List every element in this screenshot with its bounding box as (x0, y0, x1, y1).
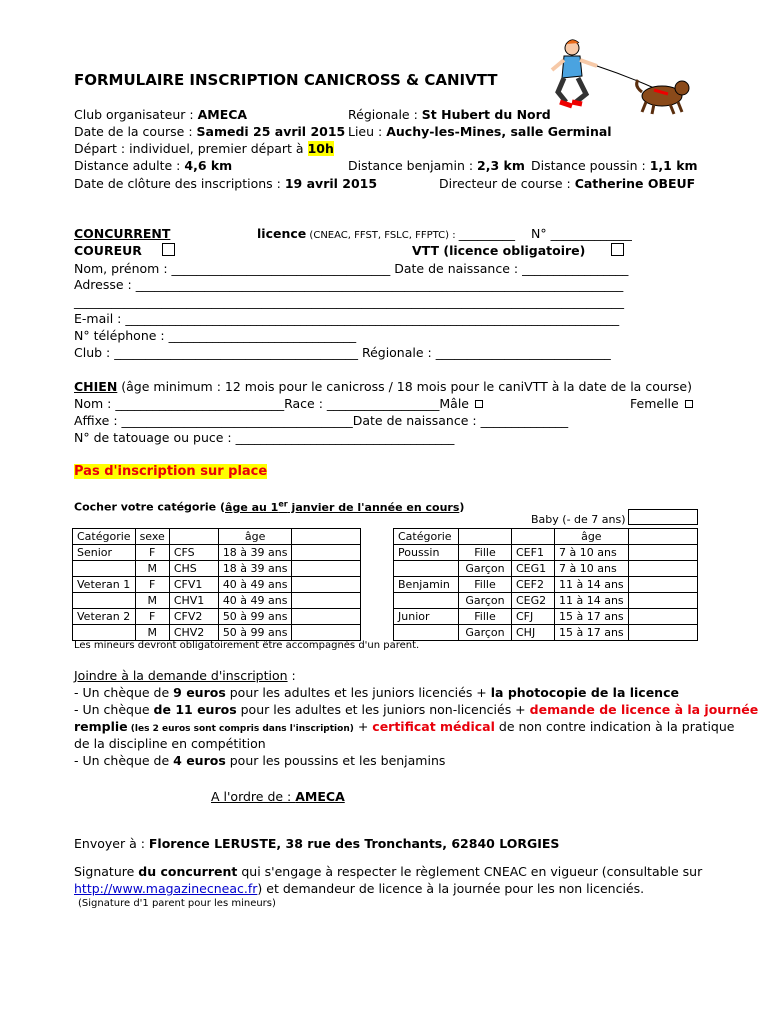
table-row[interactable] (73, 593, 361, 609)
joindre-line-3: remplie (les 2 euros sont compris dans l'inscription) + certificat médical de non contre indication à la pratique (74, 719, 735, 734)
club-regionale-field[interactable]: Club : _______________________________________ Régionale : ____________________________ (74, 345, 611, 360)
telephone-field[interactable]: N° téléphone : ______________________________ (74, 328, 357, 343)
baby-label: Baby (- de 7 ans) (531, 513, 626, 526)
joindre-line-5: - Un chèque de 4 euros pour les poussins et les benjamins (74, 753, 446, 768)
table-cell: Garçon (459, 625, 512, 641)
table-cell: CFV2 (169, 609, 218, 625)
distance-benjamin: Distance benjamin : 2,3 km (348, 158, 525, 173)
table-row[interactable] (394, 625, 698, 641)
depart: Départ : individuel, premier départ à 10h (74, 141, 334, 156)
categorie-checkbox-cell[interactable] (292, 561, 361, 577)
table-cell: CEF1 (512, 545, 555, 561)
table-row[interactable] (73, 545, 361, 561)
categorie-checkbox-cell[interactable] (628, 609, 697, 625)
chien-affixe-field[interactable]: Affixe : _____________________________________Date de naissance : ______________ (74, 413, 569, 428)
table-cell: CEG1 (512, 561, 555, 577)
table-cell: 50 à 99 ans (218, 609, 292, 625)
table-cell (73, 593, 136, 609)
table-header (169, 529, 218, 545)
table-cell: 18 à 39 ans (218, 545, 292, 561)
table-cell: M (135, 593, 169, 609)
table-cell: M (135, 625, 169, 641)
categorie-table-jeunes (393, 528, 698, 641)
table-cell (394, 625, 459, 641)
cneac-link[interactable]: http://www.magazinecneac.fr (74, 881, 258, 896)
date-cloture: Date de clôture des inscriptions : 19 avril 2015 (74, 176, 378, 191)
table-cell: 11 à 14 ans (555, 577, 629, 593)
runner-with-dog-icon (542, 36, 692, 116)
lieu: Lieu : Auchy-les-Mines, salle Germinal (348, 124, 612, 139)
categorie-checkbox-cell[interactable] (628, 545, 697, 561)
table-cell: 40 à 49 ans (218, 577, 292, 593)
table-header (459, 529, 512, 545)
table-cell (73, 561, 136, 577)
checkbox-icon[interactable] (162, 243, 175, 256)
table-cell: Garçon (459, 561, 512, 577)
ordre-de: A l'ordre de : AMECA (211, 789, 345, 804)
table-cell: CHV2 (169, 625, 218, 641)
coureur-option[interactable]: COUREUR (74, 243, 175, 258)
table-cell: Garçon (459, 593, 512, 609)
checkbox-icon[interactable] (475, 400, 483, 408)
categorie-checkbox-cell[interactable] (628, 625, 697, 641)
chien-tatouage-field[interactable]: N° de tatouage ou puce : ___________________________________ (74, 430, 455, 445)
table-cell: CHS (169, 561, 218, 577)
directeur-course: Directeur de course : Catherine OBEUF (439, 176, 696, 191)
signature-line-1: Signature du concurrent qui s'engage à respecter le règlement CNEAC en vigueur (consultable sur (74, 864, 703, 879)
categorie-checkbox-cell[interactable] (628, 577, 697, 593)
table-header (512, 529, 555, 545)
table-cell: Senior (73, 545, 136, 561)
licence-field[interactable]: licence (CNEAC, FFST, FSLC, FFPTC) : _________ (257, 226, 516, 241)
table-header: Catégorie (394, 529, 459, 545)
table-cell: F (135, 577, 169, 593)
table-cell: Junior (394, 609, 459, 625)
table-cell: Fille (459, 577, 512, 593)
table-cell: Fille (459, 609, 512, 625)
table-cell: CEF2 (512, 577, 555, 593)
chien-nom-race-field[interactable]: Nom : ___________________________Race : __________________Mâle (74, 396, 483, 411)
table-header: âge (555, 529, 629, 545)
categorie-heading: Cocher votre catégorie (âge au 1er janvier de l'année en cours) (74, 499, 465, 514)
distance-adulte: Distance adulte : 4,6 km (74, 158, 233, 173)
table-row[interactable] (394, 561, 698, 577)
categorie-checkbox-cell[interactable] (292, 625, 361, 641)
regionale: Régionale : St Hubert du Nord (348, 107, 551, 122)
table-row[interactable] (394, 593, 698, 609)
adresse-field-line2[interactable]: ________________________________________________________________________________________ (74, 294, 624, 309)
checkbox-icon[interactable] (611, 243, 624, 256)
concurrent-heading: CONCURRENT (74, 226, 171, 241)
table-row[interactable] (394, 577, 698, 593)
vtt-option[interactable]: VTT (licence obligatoire) (412, 243, 624, 258)
categorie-checkbox-cell[interactable] (292, 609, 361, 625)
date-course: Date de la course : Samedi 25 avril 2015 (74, 124, 346, 139)
table-cell: CFJ (512, 609, 555, 625)
table-header (628, 529, 697, 545)
licence-numero-field[interactable]: N° _____________ (531, 226, 632, 241)
table-cell: F (135, 545, 169, 561)
table-cell: Veteran 1 (73, 577, 136, 593)
joindre-heading: Joindre à la demande d'inscription : (74, 668, 296, 683)
table-header: âge (218, 529, 292, 545)
categorie-checkbox-cell[interactable] (292, 577, 361, 593)
categorie-checkbox-cell[interactable] (628, 561, 697, 577)
table-row[interactable] (394, 545, 698, 561)
table-cell: CFV1 (169, 577, 218, 593)
table-row[interactable] (73, 577, 361, 593)
table-cell: Veteran 2 (73, 609, 136, 625)
baby-checkbox[interactable] (628, 509, 698, 525)
distance-poussin: Distance poussin : 1,1 km (531, 158, 698, 173)
signature-line-2: http://www.magazinecneac.fr) et demandeur de licence à la journée pour les non licenciés. (74, 881, 645, 896)
table-cell: Poussin (394, 545, 459, 561)
table-header: Catégorie (73, 529, 136, 545)
categorie-checkbox-cell[interactable] (292, 593, 361, 609)
table-cell: 50 à 99 ans (218, 625, 292, 641)
mineurs-note: Les mineurs devront obligatoirement être accompagnés d'un parent. (74, 640, 420, 651)
table-cell: 7 à 10 ans (555, 545, 629, 561)
table-cell: F (135, 609, 169, 625)
signature-parent-note: (Signature d'1 parent pour les mineurs) (78, 898, 276, 909)
table-cell: CHJ (512, 625, 555, 641)
joindre-line-1: - Un chèque de 9 euros pour les adultes et les juniors licenciés + la photocopie de la licence (74, 685, 679, 700)
categorie-checkbox-cell[interactable] (292, 545, 361, 561)
table-cell: M (135, 561, 169, 577)
table-row[interactable] (73, 609, 361, 625)
table-cell: 11 à 14 ans (555, 593, 629, 609)
table-row[interactable] (73, 625, 361, 641)
table-cell: Fille (459, 545, 512, 561)
table-row[interactable] (394, 609, 698, 625)
table-cell: CEG2 (512, 593, 555, 609)
email-field[interactable]: E-mail : _______________________________________________________________________________ (74, 311, 620, 326)
table-header-row (73, 529, 361, 545)
table-cell: 18 à 39 ans (218, 561, 292, 577)
table-row[interactable] (73, 561, 361, 577)
pas-inscription-notice: Pas d'inscription sur place (74, 464, 268, 479)
categorie-checkbox-cell[interactable] (628, 593, 697, 609)
table-cell (394, 561, 459, 577)
table-cell: CHV1 (169, 593, 218, 609)
table-cell: CFS (169, 545, 218, 561)
table-cell: 7 à 10 ans (555, 561, 629, 577)
table-header-row (394, 529, 698, 545)
joindre-line-2: - Un chèque de 11 euros pour les adultes et les juniors non-licenciés + demande de licence à la journée (74, 702, 759, 717)
nom-prenom-field[interactable]: Nom, prénom : ___________________________________ Date de naissance : _________________ (74, 261, 629, 276)
chien-heading: CHIEN (âge minimum : 12 mois pour le canicross / 18 mois pour le caniVTT à la date de la course) (74, 379, 692, 394)
table-cell: 15 à 17 ans (555, 625, 629, 641)
table-header: sexe (135, 529, 169, 545)
joindre-line-4: de la discipline en compétition (74, 736, 266, 751)
table-header (292, 529, 361, 545)
page-title: FORMULAIRE INSCRIPTION CANICROSS & CANIVTT (74, 71, 498, 89)
table-cell: 15 à 17 ans (555, 609, 629, 625)
categorie-table-adultes (72, 528, 361, 641)
table-cell: Benjamin (394, 577, 459, 593)
table-cell (73, 625, 136, 641)
adresse-field[interactable]: Adresse : ______________________________________________________________________________ (74, 277, 624, 292)
table-cell: 40 à 49 ans (218, 593, 292, 609)
checkbox-icon[interactable] (685, 400, 693, 408)
club-organisateur: Club organisateur : AMECA (74, 107, 248, 122)
femelle-option[interactable]: Femelle (630, 396, 693, 411)
envoyer-adresse: Envoyer à : Florence LERUSTE, 38 rue des Tronchants, 62840 LORGIES (74, 836, 560, 851)
table-cell (394, 593, 459, 609)
